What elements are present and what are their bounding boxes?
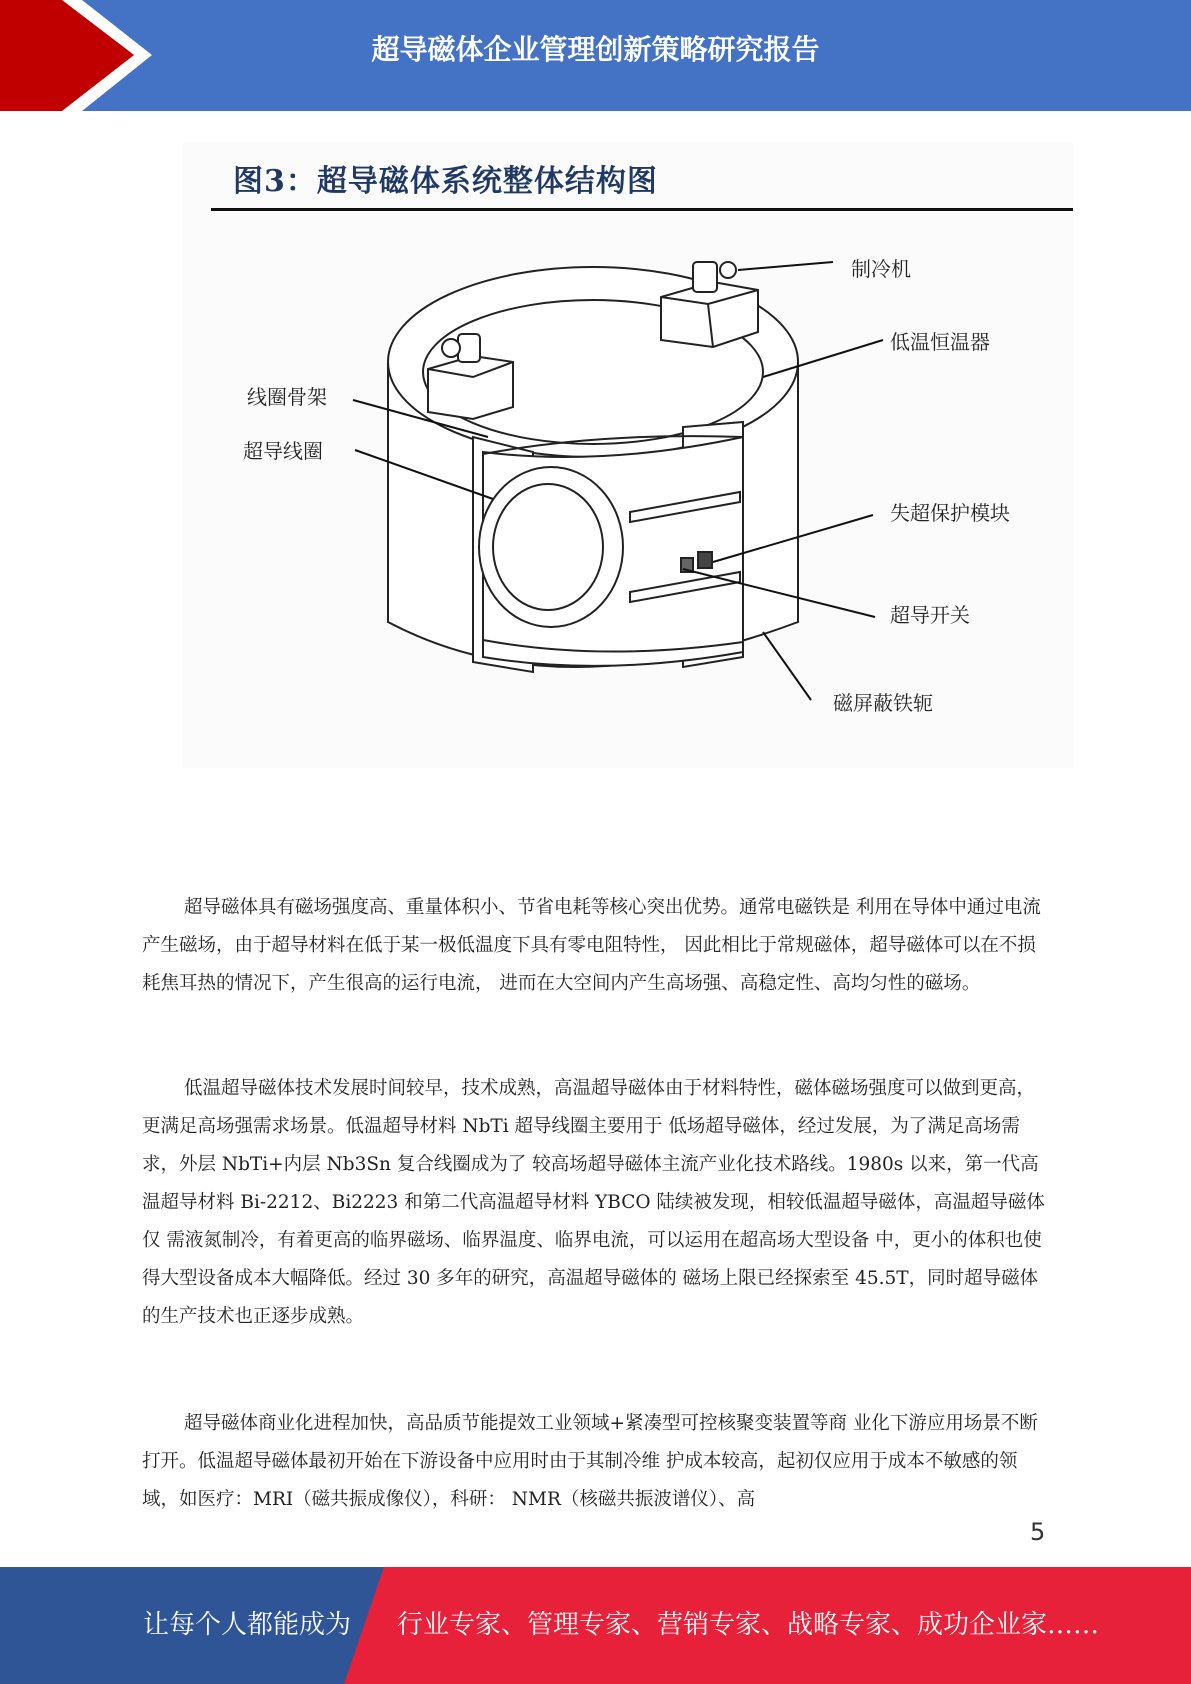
page-footer [0,1567,1191,1684]
footer-slogan-right: 行业专家、管理专家、营销专家、战略专家、成功企业家…… [397,1610,1100,1640]
paragraph-1 [142,889,1047,1003]
figure-title-rule [211,208,1073,211]
footer-slogan-left: 让每个人都能成为 [143,1610,352,1640]
page-header [0,0,1191,111]
label-refrigerator: 制冷机 [851,257,911,281]
paragraph-2-text: 低温超导磁体技术发展时间较早，技术成熟，高温超导磁体由于材料特性，磁体磁场强度可以做到更高，更满足高场强需求场景。低温超导材料 NbTi 超导线圈主要用于 低场超导磁体，经过发展，为了满足高场需求，外层 NbTi+内层 Nb3Sn 复合线圈成为了 较高场超导磁体主流产业化技术路线。1980s 以来，第一代高温超导材料 Bi-2212、Bi2223 和第二代高温超导材料 YBCO 陆续被发现，相较低温超导磁体，高温超导磁体仅 需液氮制冷，有着更高的临界磁场、临界温度、临界电流，可以运用在超高场大型设备 中，更小的体积也使得大型设备成本大幅降低。经过 30 多年的研究，高温超导磁体的 磁场上限已经探索至 45.5T，同时超导磁体的生产技术也正逐步成熟。 [142,1078,1045,1327]
paragraph-3-text: 超导磁体商业化进程加快，高品质节能提效工业领域+紧凑型可控核聚变装置等商 业化下游应用场景不断打开。低温超导磁体最初开始在下游设备中应用时由于其制冷维 护成本较高，起初仅应用于成本不敏感的领域，如医疗：MRI（磁共振成像仪），科研： NMR（核磁共振波谱仪）、高 [142,1413,1038,1510]
label-quench-module: 失超保护模块 [890,501,1010,525]
label-iron-yoke: 磁屏蔽铁轭 [833,691,933,715]
label-sc-coil: 超导线圈 [243,439,323,463]
header-title: 超导磁体企业管理创新策略研究报告 [371,33,820,66]
label-cryostat: 低温恒温器 [890,330,990,354]
structure-figure [183,142,1073,768]
page-number: 5 [1030,1518,1046,1546]
sc-coil-inner [493,484,603,610]
left-component-box [428,356,513,419]
magnet-diagram [183,222,1073,768]
left-component-head [458,334,480,362]
refrigerator-head [693,262,717,292]
label-sc-switch: 超导开关 [890,603,970,627]
quench-module-shape [698,552,712,568]
paragraph-3 [142,1405,1047,1519]
figure-title: 图3：超导磁体系统整体结构图 [233,164,658,199]
paragraph-1-text: 超导磁体具有磁场强度高、重量体积小、节省电耗等核心突出优势。通常电磁铁是 利用在导体中通过电流产生磁场，由于超导材料在低于某一极低温度下具有零电阻特性， 因此相比于常规磁体，超导磁体可以在不损耗焦耳热的情况下，产生很高的运行电流， 进而在大空间内产生高场强、高稳定性、高均匀性的磁场。 [142,897,1041,994]
label-coil-former: 线圈骨架 [247,385,327,409]
paragraph-2 [142,1070,1047,1336]
